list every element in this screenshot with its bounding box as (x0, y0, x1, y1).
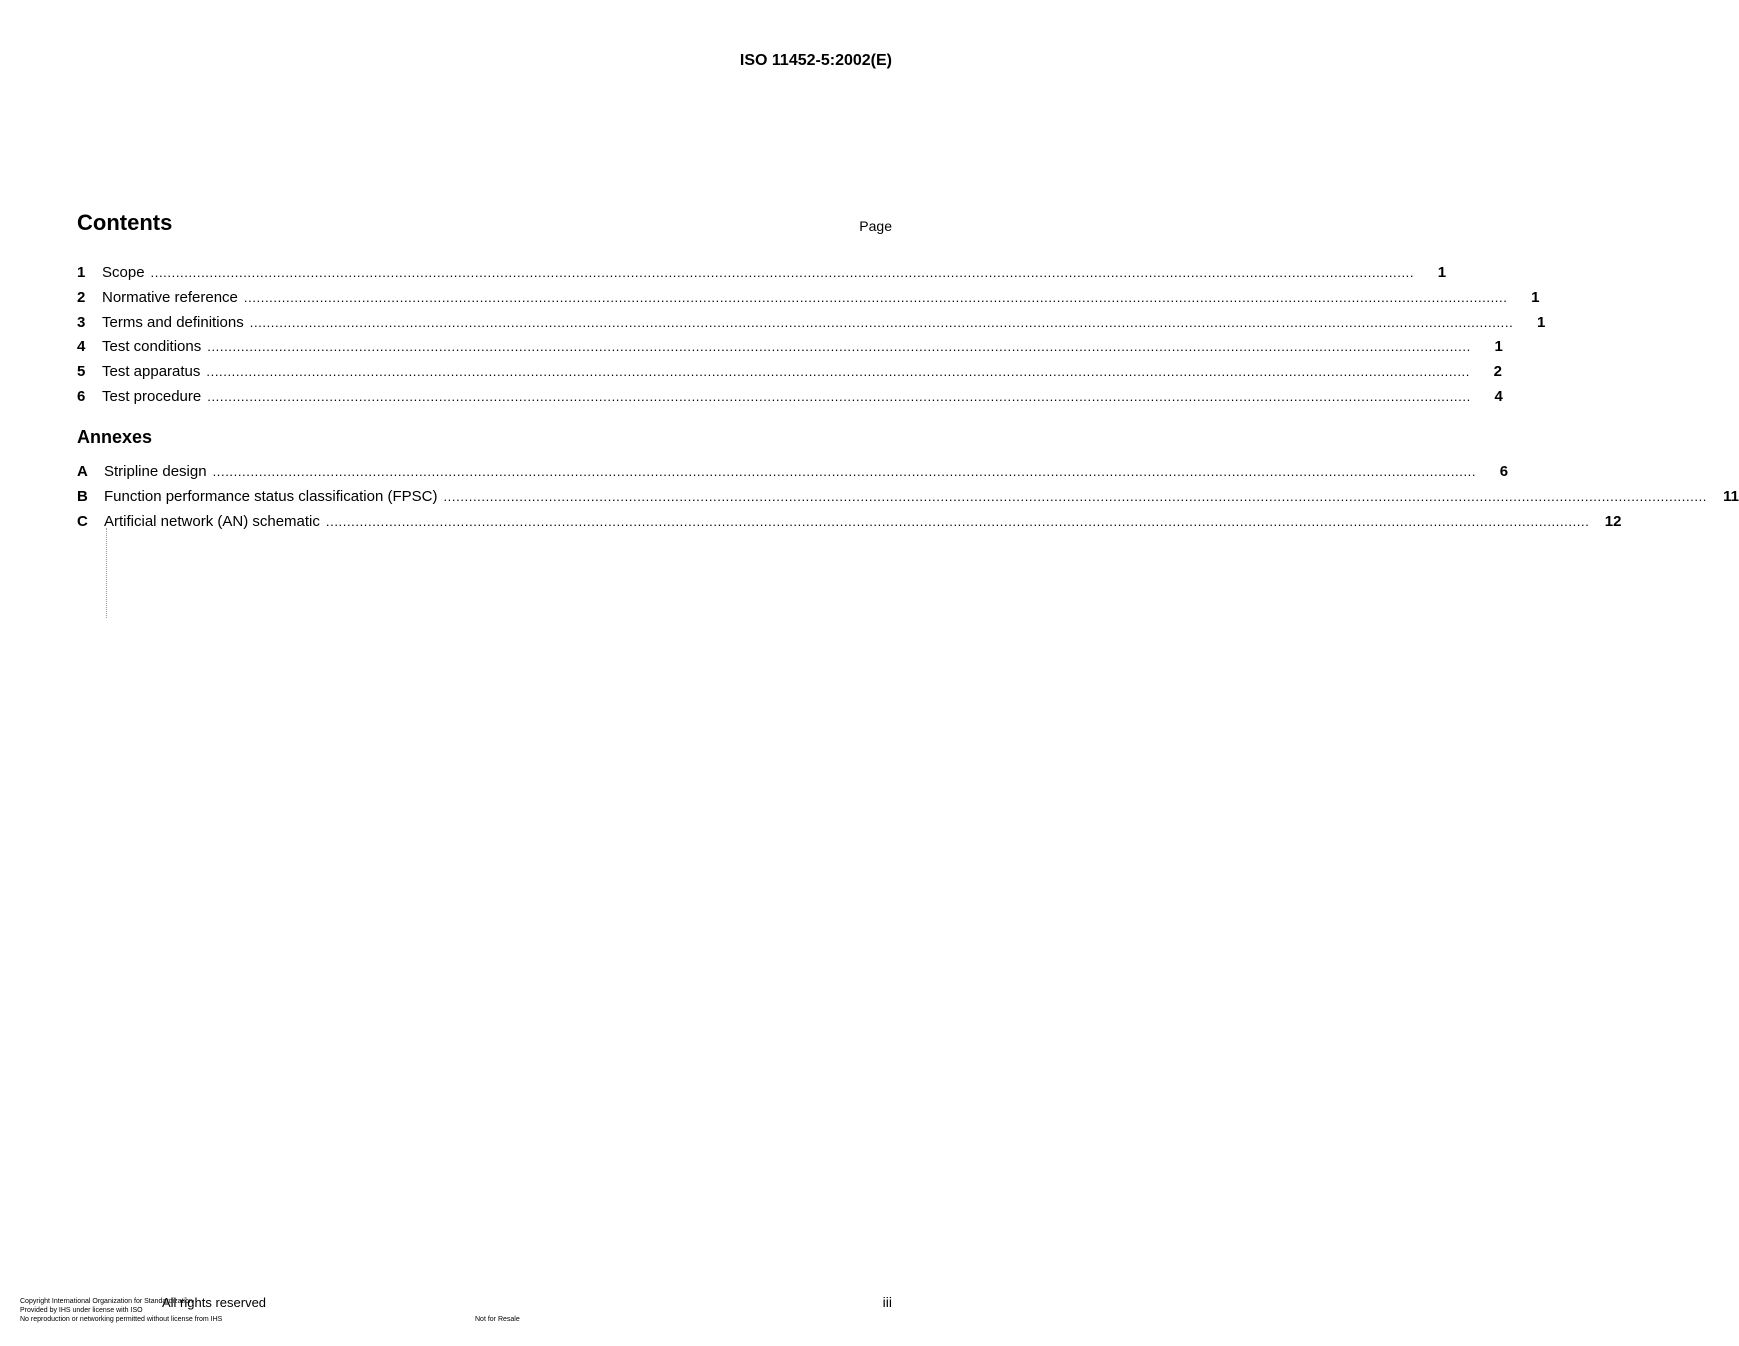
dot-leader: ............................................................................................................................................................................................................................................................................................................ (249, 314, 1514, 330)
dot-leader: ............................................................................................................................................................................................................................................................................................................ (207, 339, 1471, 355)
dot-leader: ............................................................................................................................................................................................................................................................................................................ (212, 464, 1477, 479)
toc-entry-test-apparatus[interactable] (77, 363, 1502, 388)
page-column-label: Page (859, 218, 892, 234)
dot-leader: ............................................................................................................................................................................................................................................................................................................ (150, 265, 1415, 280)
annexes-list (77, 463, 1739, 537)
dot-leader: ............................................................................................................................................................................................................................................................................................................ (325, 513, 1590, 529)
toc-entry-page: 2 (1493, 363, 1502, 381)
toc-entry-number: 3 (77, 313, 86, 331)
scan-artifact-dots (106, 528, 111, 618)
toc-entry-number: B (77, 487, 88, 505)
toc-entry-title: Artificial network (AN) schematic (104, 512, 320, 530)
toc-entry-page: 1 (1531, 288, 1540, 306)
toc-entry-title: Test apparatus (102, 363, 201, 381)
toc-entry-title: Test procedure (102, 387, 202, 405)
table-of-contents (77, 264, 1546, 413)
toc-entry-annex-b[interactable] (77, 487, 1739, 513)
toc-entry-annex-c[interactable] (77, 512, 1622, 538)
toc-entry-number: C (77, 512, 88, 530)
dot-leader: ............................................................................................................................................................................................................................................................................................................ (207, 388, 1471, 404)
copyright-line: Provided by IHS under license with ISO (20, 1307, 143, 1314)
toc-entry-title: Function performance status classification (FPSC) (104, 487, 438, 505)
dot-leader: ............................................................................................................................................................................................................................................................................................................ (443, 488, 1708, 504)
toc-entry-number: 6 (77, 387, 86, 405)
rights-reserved: All rights reserved (162, 1295, 267, 1310)
copyright-line: Copyright International Organization for Standardization (20, 1298, 193, 1305)
toc-entry-page: 12 (1604, 512, 1622, 530)
toc-entry-test-conditions[interactable] (77, 338, 1503, 363)
toc-entry-scope[interactable] (77, 264, 1447, 289)
toc-entry-annex-a[interactable] (77, 463, 1509, 488)
toc-entry-page: 4 (1494, 387, 1503, 405)
toc-entry-page: 1 (1494, 338, 1503, 356)
toc-entry-test-procedure[interactable] (77, 387, 1503, 413)
toc-entry-title: Stripline design (104, 463, 207, 480)
toc-entry-title: Normative reference (102, 288, 238, 306)
toc-entry-terms-and-definitions[interactable] (77, 313, 1546, 339)
toc-entry-normative-reference[interactable] (77, 288, 1540, 314)
toc-entry-number: 4 (77, 338, 86, 356)
dot-leader: ............................................................................................................................................................................................................................................................................................................ (206, 364, 1470, 380)
annexes-heading: Annexes (77, 427, 153, 447)
toc-entry-number: 2 (77, 288, 86, 306)
toc-entry-page: 11 (1723, 487, 1739, 505)
dot-leader: ............................................................................................................................................................................................................................................................................................................ (243, 289, 1508, 305)
toc-entry-page: 1 (1536, 313, 1546, 331)
toc-entry-title: Terms and definitions (102, 313, 244, 331)
toc-entry-number: A (77, 463, 88, 480)
document-id: ISO 11452-5:2002(E) (739, 52, 892, 69)
toc-entry-number: 1 (77, 264, 86, 281)
page-number: iii (882, 1294, 892, 1310)
toc-entry-title: Test conditions (102, 338, 202, 356)
copyright-line: No reproduction or networking permitted without license from IHS (20, 1316, 223, 1323)
not-for-resale: Not for Resale (475, 1316, 520, 1323)
toc-entry-number: 5 (77, 363, 86, 381)
contents-heading: Contents (77, 210, 173, 235)
toc-entry-page: 6 (1499, 463, 1509, 480)
toc-entry-title: Scope (102, 264, 145, 281)
toc-entry-page: 1 (1437, 264, 1447, 281)
